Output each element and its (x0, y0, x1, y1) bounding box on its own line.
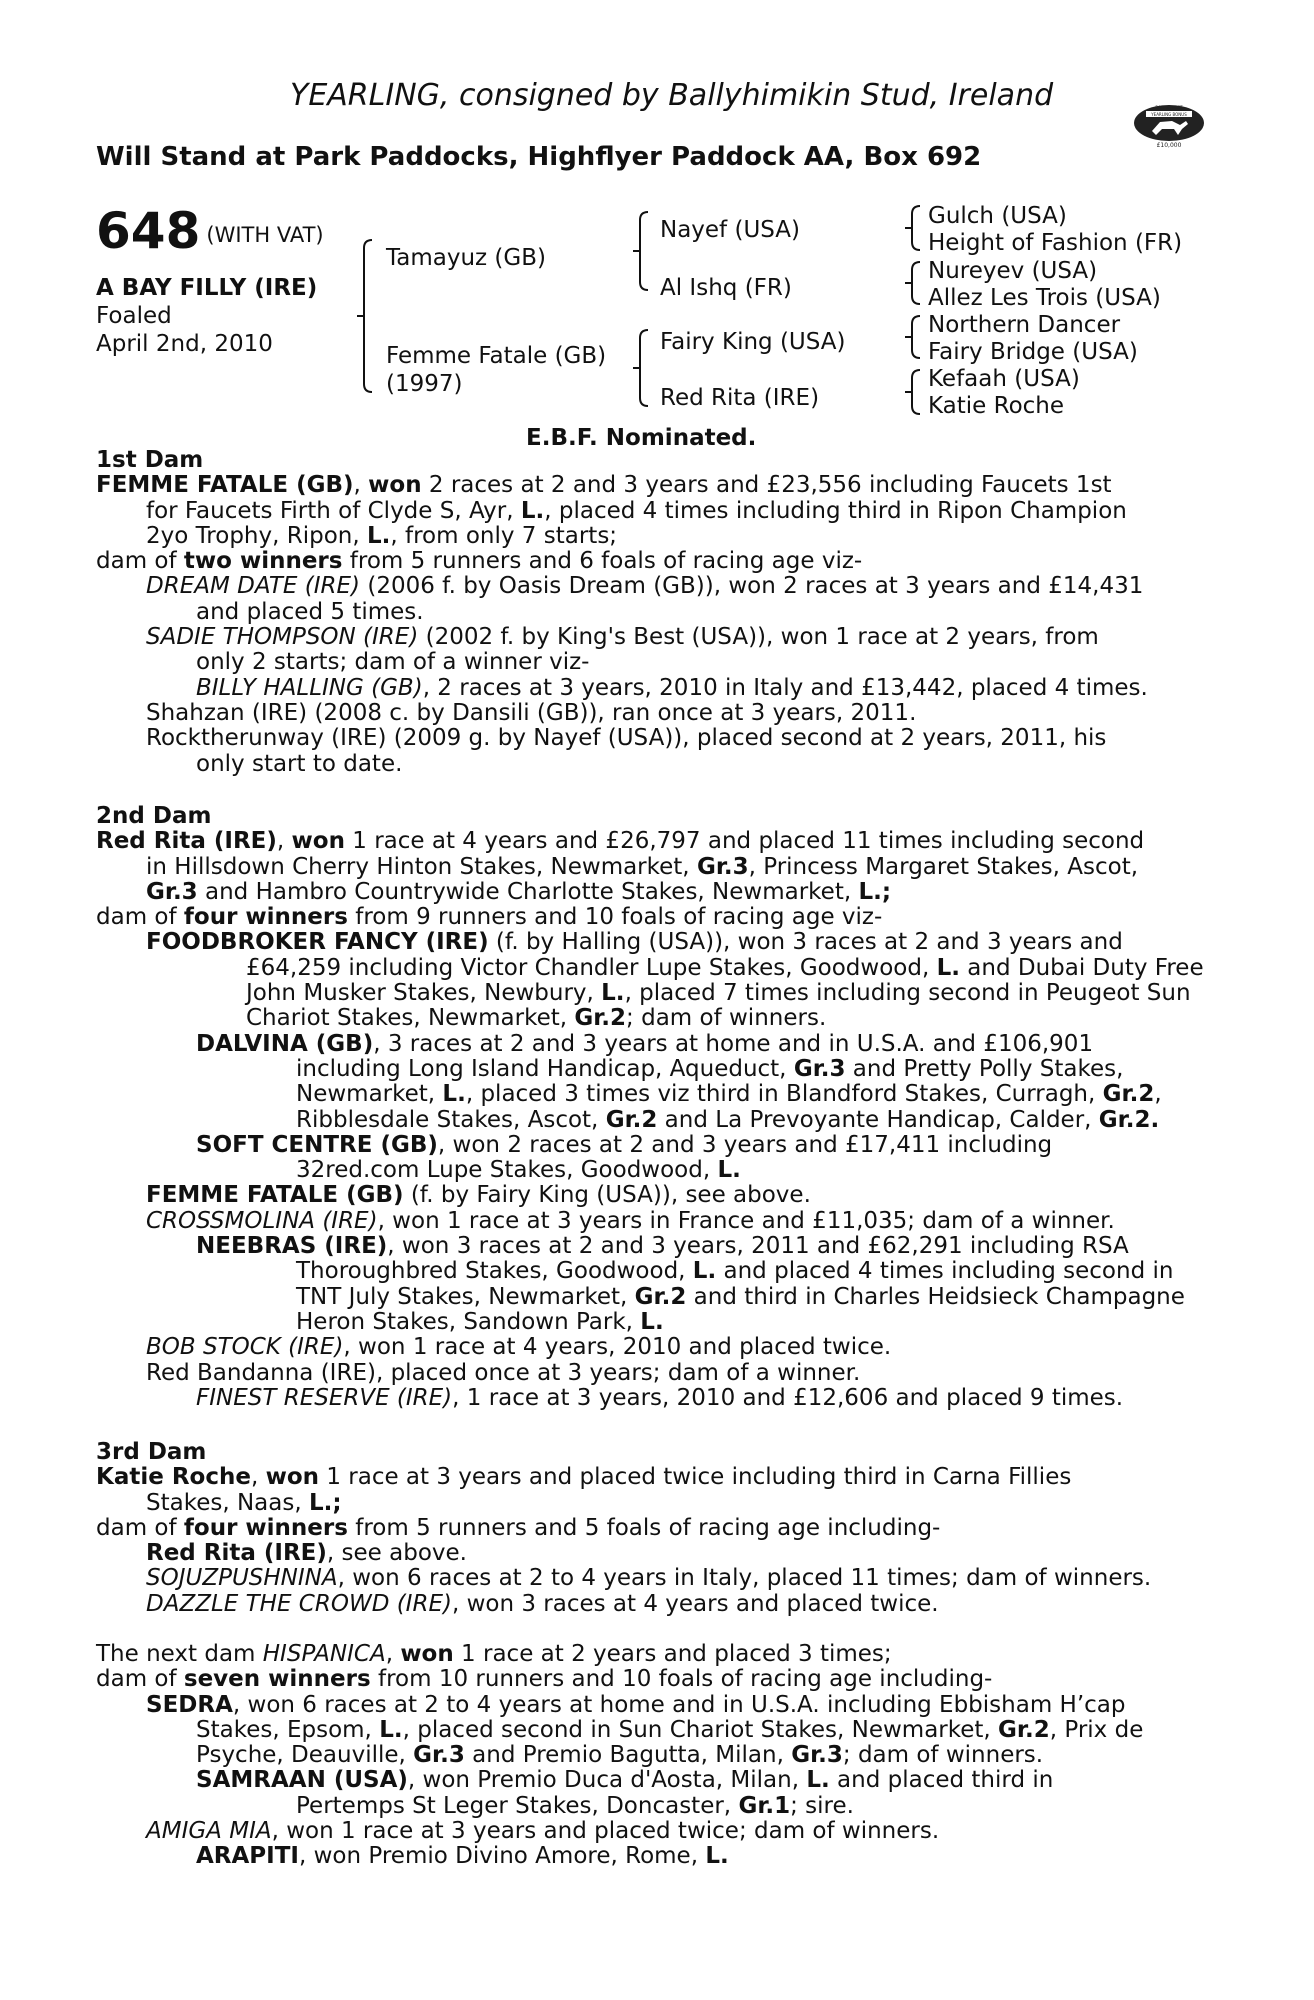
second-dam-line-1: Red Rita (IRE), won 1 race at 4 years and £26,797 and placed 11 times including second (96, 828, 1145, 855)
third-dam-section (96, 1440, 1204, 1617)
second-dam-section (96, 804, 1204, 1411)
grandsire-4: Allez Les Trois (USA) (928, 285, 1161, 311)
stand-location: Will Stand at Park Paddocks, Highflyer Paddock AA, Box 692 (96, 142, 982, 172)
first-dam-line-1: FEMME FATALE (GB), won 2 races at 2 and 3 years and £23,556 including Faucets 1st (96, 472, 1112, 499)
second-dam-line-3: Gr.3 and Hambro Countrywide Charlotte Stakes, Newmarket, L.; (146, 878, 892, 905)
progeny-samraan: SAMRAAN (USA), won Premio Duca d'Aosta, Milan, L. and placed third in (196, 1767, 1054, 1794)
progeny-red-bandanna: Red Bandanna (IRE), placed once at 3 years; dam of a winner. (146, 1359, 861, 1386)
progeny-foodbroker-fancy-2: £64,259 including Victor Chandler Lupe Stakes, Goodwood, L. and Dubai Duty Free (246, 954, 1204, 981)
foaled-date: April 2nd, 2010 (96, 331, 273, 357)
lot-number-value: 648 (96, 202, 201, 260)
vat-note: (WITH VAT) (206, 223, 324, 247)
dam-year: (1997) (386, 371, 463, 397)
progeny-sedra: SEDRA, won 6 races at 2 to 4 years at home and in U.S.A. including Ebbisham H’cap (146, 1691, 1126, 1718)
progeny-sedra-3: Psyche, Deauville, Gr.3 and Premio Bagutta, Milan, Gr.3; dam of winners. (196, 1742, 1044, 1769)
dam-sire: Fairy King (USA) (660, 329, 846, 355)
sire-sire: Nayef (USA) (660, 217, 801, 243)
progeny-billy-halling: BILLY HALLING (GB), 2 races at 3 years, 2010 in Italy and £13,442, placed 4 times. (196, 674, 1148, 701)
badge-mid-text: YEARLING BONUS (1151, 112, 1187, 117)
progeny-soft-centre: SOFT CENTRE (GB), won 2 races at 2 and 3 years and £17,411 including (196, 1131, 1053, 1158)
progeny-bob-stock: BOB STOCK (IRE), won 1 race at 4 years, 2010 and placed twice. (146, 1334, 892, 1361)
sire-dam: Al Ishq (FR) (660, 275, 792, 301)
pedigree-brackets (0, 0, 1314, 440)
first-dam-line-4: dam of two winners from 5 runners and 6 foals of racing age viz- (96, 548, 863, 575)
grandsire-7: Kefaah (USA) (928, 366, 1080, 392)
grandsire-6: Fairy Bridge (USA) (928, 339, 1138, 365)
second-dam-line-2: in Hillsdown Cherry Hinton Stakes, Newmarket, Gr.3, Princess Margaret Stakes, Ascot, (146, 853, 1139, 880)
third-dam-heading: 3rd Dam (96, 1439, 207, 1465)
progeny-sadie-thompson-cont: only 2 starts; dam of a winner viz- (196, 649, 590, 676)
first-dam-line-2: for Faucets Firth of Clyde S, Ayr, L., placed 4 times including third in Ripon Champion (146, 497, 1127, 524)
grandsire-1: Gulch (USA) (928, 203, 1067, 229)
dam-dam: Red Rita (IRE) (660, 385, 820, 411)
third-dam-line-2: Stakes, Naas, L.; (146, 1489, 342, 1516)
third-dam-line-3: dam of four winners from 5 runners and 5 foals of racing age including- (96, 1514, 941, 1541)
progeny-foodbroker-fancy-4: Chariot Stakes, Newmarket, Gr.2; dam of winners. (246, 1005, 827, 1032)
next-dam-line-1: The next dam HISPANICA, won 1 race at 2 years and placed 3 times; (96, 1641, 892, 1667)
second-dam-heading: 2nd Dam (96, 803, 212, 829)
progeny-dazzle-the-crowd: DAZZLE THE CROWD (IRE), won 3 races at 4 years and placed twice. (146, 1590, 939, 1617)
progeny-rocktherunway: Rocktherunway (IRE) (2009 g. by Nayef (USA)), placed second at 2 years, 2011, his (146, 725, 1107, 752)
first-dam-section (96, 448, 1204, 777)
badge-top-text: RACING POST (1155, 105, 1183, 110)
third-dam-line-1: Katie Roche, won 1 race at 3 years and placed twice including third in Carna Fillies (96, 1464, 1072, 1491)
foaled-label: Foaled (96, 303, 172, 329)
progeny-shahzan: Shahzan (IRE) (2008 c. by Dansili (GB)), ran once at 3 years, 2011. (146, 699, 917, 726)
grandsire-5: Northern Dancer (928, 312, 1121, 338)
progeny-arapiti: ARAPITI, won Premio Divino Amore, Rome, L. (196, 1843, 729, 1870)
grandsire-2: Height of Fashion (FR) (928, 230, 1183, 256)
progeny-neebras: NEEBRAS (IRE), won 3 races at 2 and 3 years, 2011 and £62,291 including RSA (196, 1233, 1129, 1260)
progeny-dalvina-2: including Long Island Handicap, Aqueduct, Gr.3 and Pretty Polly Stakes, (296, 1055, 1124, 1082)
progeny-samraan-2: Pertemps St Leger Stakes, Doncaster, Gr.1; sire. (296, 1792, 854, 1819)
progeny-neebras-2: Thoroughbred Stakes, Goodwood, L. and placed 4 times including second in (296, 1258, 1174, 1285)
grandsire-8: Katie Roche (928, 393, 1065, 419)
progeny-dalvina-4: Ribblesdale Stakes, Ascot, Gr.2 and La Prevoyante Handicap, Calder, Gr.2. (296, 1106, 1160, 1133)
progeny-sedra-2: Stakes, Epsom, L., placed second in Sun Chariot Stakes, Newmarket, Gr.2, Prix de (196, 1716, 1144, 1743)
progeny-soft-centre-2: 32red.com Lupe Stakes, Goodwood, L. (296, 1157, 741, 1184)
lot-description: A BAY FILLY (IRE) (96, 275, 318, 301)
progeny-dream-date-cont: and placed 5 times. (196, 598, 424, 625)
sale-title: YEARLING, consigned by Ballyhimikin Stud, Ireland (290, 78, 1054, 113)
ebf-nominated: E.B.F. Nominated. (526, 425, 757, 451)
progeny-neebras-4: Heron Stakes, Sandown Park, L. (296, 1308, 664, 1335)
next-dam-line-2: dam of seven winners from 10 runners and 10 foals of racing age including- (96, 1666, 993, 1693)
sire: Tamayuz (GB) (386, 245, 546, 271)
badge-amount-text: £10,000 (1156, 142, 1182, 149)
progeny-crossmolina: CROSSMOLINA (IRE), won 1 race at 3 years in France and £11,035; dam of a winner. (146, 1207, 1115, 1234)
progeny-rocktherunway-cont: only start to date. (196, 750, 403, 777)
second-dam-line-4: dam of four winners from 9 runners and 10 foals of racing age viz- (96, 904, 883, 931)
progeny-foodbroker-fancy: FOODBROKER FANCY (IRE) (f. by Halling (USA)), won 3 races at 2 and 3 years and (146, 929, 1123, 956)
progeny-sadie-thompson: SADIE THOMPSON (IRE) (2002 f. by King's Best (USA)), won 1 race at 2 years, from (146, 624, 1099, 651)
progeny-sojuzpushnina: SOJUZPUSHNINA, won 6 races at 2 to 4 years in Italy, placed 11 times; dam of winners. (146, 1565, 1152, 1592)
progeny-amiga-mia: AMIGA MIA, won 1 race at 3 years and placed twice; dam of winners. (146, 1818, 940, 1845)
progeny-foodbroker-fancy-3: John Musker Stakes, Newbury, L., placed 7 times including second in Peugeot Sun (246, 980, 1191, 1007)
progeny-dalvina: DALVINA (GB), 3 races at 2 and 3 years at home and in U.S.A. and £106,901 (196, 1030, 1094, 1057)
first-dam-heading: 1st Dam (96, 447, 204, 473)
progeny-neebras-3: TNT July Stakes, Newmarket, Gr.2 and third in Charles Heidsieck Champagne (296, 1283, 1185, 1310)
progeny-finest-reserve: FINEST RESERVE (IRE), 1 race at 3 years, 2010 and £12,606 and placed 9 times. (196, 1384, 1124, 1411)
progeny-femme-fatale: FEMME FATALE (GB) (f. by Fairy King (USA)), see above. (146, 1182, 811, 1209)
grandsire-3: Nureyev (USA) (928, 258, 1098, 284)
next-dam-section (96, 1642, 1204, 1870)
progeny-red-rita: Red Rita (IRE), see above. (146, 1540, 467, 1567)
first-dam-line-3: 2yo Trophy, Ripon, L., from only 7 starts; (146, 522, 618, 549)
progeny-dalvina-3: Newmarket, L., placed 3 times viz third in Blandford Stakes, Curragh, Gr.2, (296, 1081, 1162, 1108)
dam: Femme Fatale (GB) (386, 343, 607, 369)
progeny-dream-date: DREAM DATE (IRE) (2006 f. by Oasis Dream (GB)), won 2 races at 3 years and £14,431 (146, 573, 1144, 600)
